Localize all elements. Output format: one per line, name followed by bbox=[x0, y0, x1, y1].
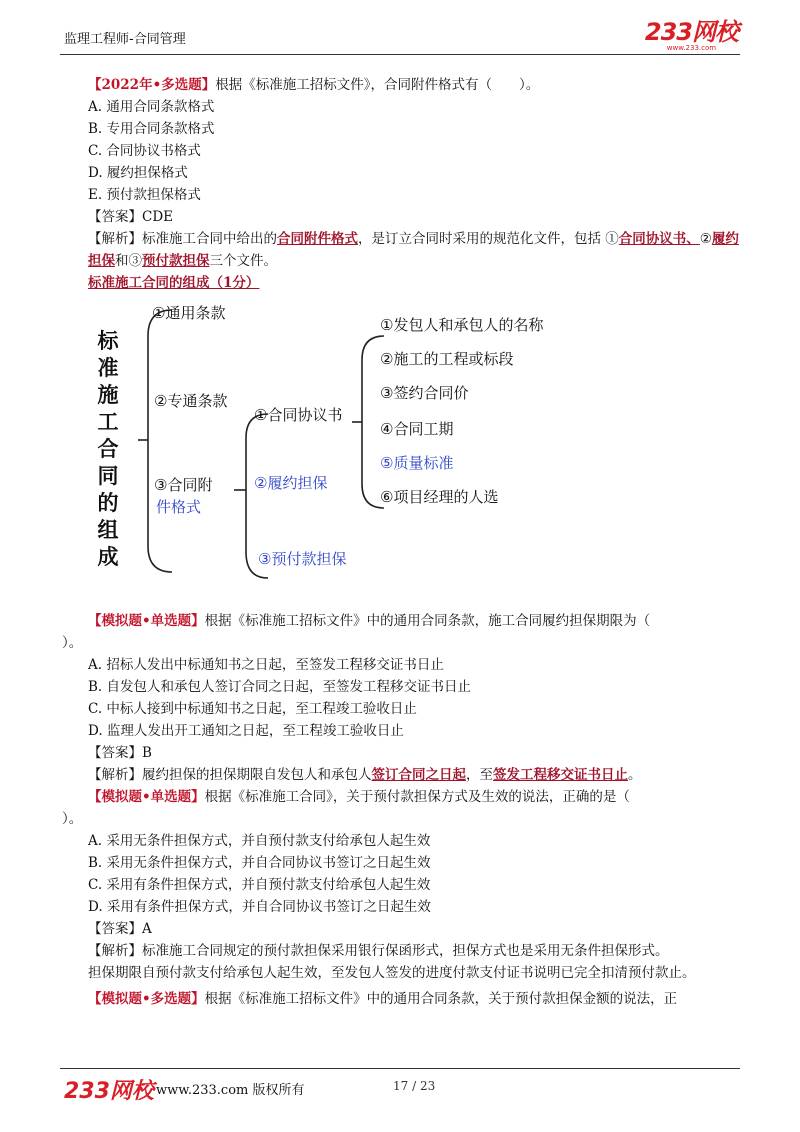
option-item: B. 专用合同条款格式 bbox=[88, 121, 215, 137]
analysis-text: ，是订立合同时采用的规范化文件，包括 ① bbox=[358, 231, 619, 247]
highlight-text: 预付款担保 bbox=[142, 253, 210, 269]
page-number: 17 / 23 bbox=[393, 1079, 436, 1093]
header-title: 监理工程师-合同管理 bbox=[64, 32, 186, 47]
header-divider bbox=[60, 54, 740, 55]
branch-annex-line: ③合同附 bbox=[154, 476, 213, 494]
document-body bbox=[62, 74, 742, 1010]
analysis bbox=[62, 228, 742, 272]
question-text: 根据《标准施工招标文件》中的通用合同条款，关于预付款担保金额的说法，正 bbox=[204, 991, 678, 1007]
option-item: C. 采用有条件担保方式，并自预付款支付给承包人起生效 bbox=[88, 877, 431, 893]
highlight-text: 签订合同之日起 bbox=[371, 767, 466, 783]
highlight-text: 合同协议书、 bbox=[618, 231, 700, 247]
question-tag: 【模拟题•单选题】 bbox=[88, 789, 205, 805]
analysis-text: ，至 bbox=[466, 767, 493, 783]
question-stem bbox=[62, 610, 742, 632]
footer-logo[interactable]: 233网校 bbox=[64, 1079, 154, 1104]
option-item: C. 中标人接到中标通知书之日起，至工程竣工验收日止 bbox=[88, 701, 417, 717]
analysis bbox=[62, 764, 742, 786]
analysis-text: 。 bbox=[628, 767, 642, 783]
main-bracket bbox=[148, 310, 172, 572]
branch-general-terms: ①通用条款 bbox=[152, 304, 226, 322]
answer: 【答案】A bbox=[88, 921, 152, 937]
analysis-text: ② bbox=[699, 231, 712, 247]
option-item: B. 自发包人和承包人签订合同之日起，至签发工程移交证书日止 bbox=[88, 679, 472, 695]
option-item: A. 采用无条件担保方式，并自预付款支付给承包人起生效 bbox=[88, 833, 431, 849]
analysis-text: 和③ bbox=[115, 253, 142, 269]
option-item: A. 通用合同条款格式 bbox=[88, 99, 215, 115]
highlight-text: 签发工程移交证书日止 bbox=[493, 767, 628, 783]
analysis-label: 【解析】 bbox=[88, 767, 142, 783]
brand-logo[interactable] bbox=[645, 20, 738, 52]
sub-contract-agreement: ①合同协议书 bbox=[254, 406, 343, 424]
agreement-item: ③签约合同价 bbox=[380, 384, 469, 402]
diagram-heading-text: 标准施工合同的组成（1分） bbox=[88, 275, 260, 291]
question-text: 根据《标准施工合同》，关于预付款担保方式及生效的说法，正确的是（ bbox=[204, 789, 630, 805]
diagram-brackets bbox=[62, 300, 742, 600]
question-text: 根据《标准施工招标文件》中的通用合同条款，施工合同履约担保期限为（ bbox=[204, 613, 651, 629]
analysis-text: 标准施工合同中给出的 bbox=[142, 231, 277, 247]
option-item: D. 履约担保格式 bbox=[88, 165, 188, 181]
logo-url: www.233.com bbox=[666, 44, 717, 52]
agreement-item: ①发包人和承包人的名称 bbox=[380, 316, 544, 334]
analysis-label: 【解析】 bbox=[88, 231, 142, 247]
option-item: E. 预付款担保格式 bbox=[88, 187, 201, 203]
agreement-item: ⑤质量标准 bbox=[380, 454, 454, 472]
diagram-heading bbox=[62, 272, 742, 294]
question-stem-end: ）。 bbox=[62, 635, 83, 651]
analysis: 担保期限自预付款支付给承包人起生效，至发包人签发的进度付款支付证书说明已完全扣清预付款止。 bbox=[88, 965, 696, 981]
branch-annex-line2: 件格式 bbox=[156, 498, 202, 516]
question-tag: 【模拟题•单选题】 bbox=[88, 613, 205, 629]
question-stem bbox=[62, 786, 742, 808]
footer-site: www.233.com 版权所有 bbox=[156, 1083, 305, 1098]
agreement-item: ⑥项目经理的人选 bbox=[380, 488, 499, 506]
footer-divider bbox=[60, 1068, 740, 1069]
question-tag: 【模拟题•多选题】 bbox=[88, 991, 205, 1007]
option-item: C. 合同协议书格式 bbox=[88, 143, 201, 159]
branch-annex-formats bbox=[154, 474, 212, 495]
highlight-text: 履约担保 bbox=[88, 231, 739, 269]
option-item: A. 招标人发出中标通知书之日起，至签发工程移交证书日止 bbox=[88, 657, 444, 673]
highlight-text: 合同附件格式 bbox=[277, 231, 358, 247]
question-stem-end: ）。 bbox=[62, 811, 83, 827]
question-tag: 【2022年•多选题】 bbox=[88, 77, 216, 93]
contract-structure-diagram bbox=[62, 300, 742, 600]
question-stem bbox=[62, 74, 742, 96]
analysis: 【解析】标准施工合同规定的预付款担保采用银行保函形式，担保方式也是采用无条件担保形式。 bbox=[88, 943, 669, 959]
diagram-title: 标准施工合同的组成 bbox=[97, 329, 119, 569]
question-stem bbox=[62, 988, 742, 1010]
question-text: 根据《标准施工招标文件》，合同附件格式有（ ）。 bbox=[215, 77, 540, 93]
logo-text: 233网校 bbox=[644, 18, 738, 46]
sub-advance-guarantee: ③预付款担保 bbox=[258, 550, 347, 568]
answer: 【答案】CDE bbox=[88, 209, 174, 225]
sub-performance-guarantee: ②履约担保 bbox=[254, 474, 328, 492]
analysis-text: 履约担保的担保期限自发包人和承包人 bbox=[142, 767, 372, 783]
option-item: B. 采用无条件担保方式，并自合同协议书签订之日起生效 bbox=[88, 855, 431, 871]
option-item: D. 监理人发出开工通知之日起，至工程竣工验收日止 bbox=[88, 723, 404, 739]
branch-special-terms: ②专通条款 bbox=[154, 392, 228, 410]
agreement-item: ②施工的工程或标段 bbox=[380, 350, 514, 368]
option-item: D. 采用有条件担保方式，并自合同协议书签订之日起生效 bbox=[88, 899, 431, 915]
analysis-text: 三个文件。 bbox=[209, 253, 277, 269]
answer: 【答案】B bbox=[88, 745, 152, 761]
agreement-item: ④合同工期 bbox=[380, 420, 454, 438]
